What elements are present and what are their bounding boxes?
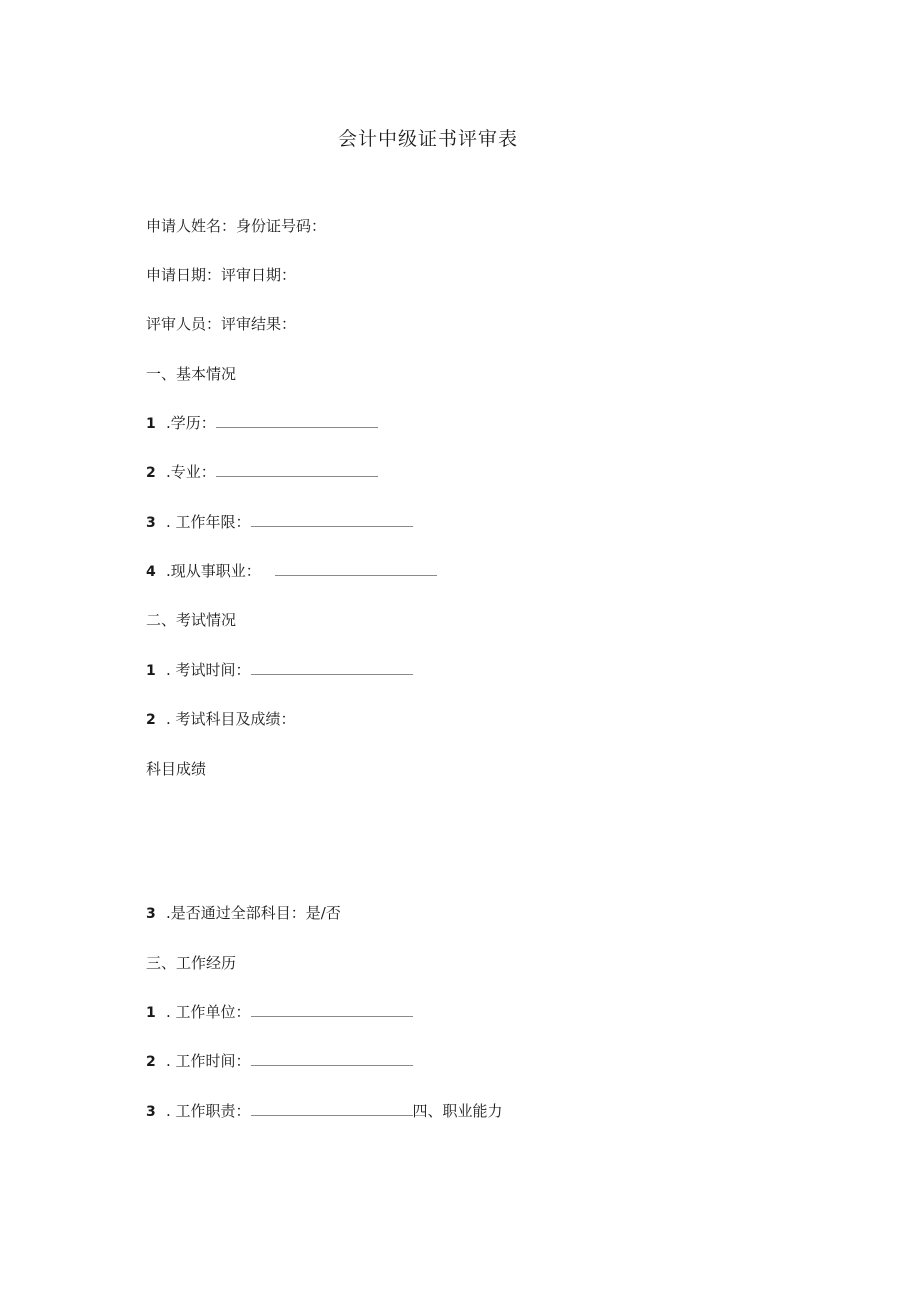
application-review-date-row: 申请日期：评审日期： xyxy=(146,266,297,284)
item-number: 4 xyxy=(146,564,156,580)
item-number: 2 xyxy=(146,465,156,481)
item-number: 1 xyxy=(146,416,156,432)
item-number: 2 xyxy=(146,1054,156,1070)
work-years-row xyxy=(146,512,413,533)
section-exam-heading: 二、考试情况 xyxy=(146,611,237,629)
job-duties-blank-line[interactable] xyxy=(251,1102,413,1116)
exam-subjects-label: . 考试科目及成绩： xyxy=(166,710,296,728)
current-occupation-blank-line[interactable] xyxy=(275,562,437,576)
reviewer-result-row: 评审人员：评审结果： xyxy=(146,315,297,333)
item-number: 3 xyxy=(146,906,156,922)
subject-score-header: 科目成绩 xyxy=(146,760,207,778)
item-number: 3 xyxy=(146,515,156,531)
employer-row xyxy=(146,1002,413,1023)
major-row xyxy=(146,462,378,483)
job-duties-row xyxy=(146,1101,503,1122)
work-period-label: . 工作时间： xyxy=(166,1052,251,1070)
work-years-blank-line[interactable] xyxy=(251,513,413,527)
current-occupation-row xyxy=(146,561,437,582)
education-row xyxy=(146,413,378,434)
education-blank-line[interactable] xyxy=(216,414,378,428)
exam-time-blank-line[interactable] xyxy=(251,661,413,675)
applicant-name-id-row: 申请人姓名：身份证号码： xyxy=(146,217,327,235)
work-years-label: . 工作年限： xyxy=(166,513,251,531)
section-basic-info-heading: 一、基本情况 xyxy=(146,365,237,383)
major-blank-line[interactable] xyxy=(216,463,378,477)
item-number: 3 xyxy=(146,1104,156,1120)
exam-subjects-row xyxy=(146,709,296,730)
item-number: 1 xyxy=(146,663,156,679)
education-label: .学历： xyxy=(166,414,216,432)
work-period-blank-line[interactable] xyxy=(251,1052,413,1066)
section-work-experience-heading: 三、工作经历 xyxy=(146,954,237,972)
document-title: 会计中级证书评审表 xyxy=(337,128,518,150)
work-period-row xyxy=(146,1051,413,1072)
item-number: 2 xyxy=(146,712,156,728)
current-occupation-label: .现从事职业： xyxy=(166,562,261,580)
major-label: .专业： xyxy=(166,463,216,481)
passed-all-label: .是否通过全部科目：是/否 xyxy=(166,904,341,922)
employer-label: . 工作单位： xyxy=(166,1003,251,1021)
exam-time-label: . 考试时间： xyxy=(166,661,251,679)
passed-all-row xyxy=(146,903,341,924)
job-duties-label: . 工作职责： xyxy=(166,1102,251,1120)
employer-blank-line[interactable] xyxy=(251,1003,413,1017)
section-professional-ability-heading: 四、职业能力 xyxy=(412,1102,503,1120)
exam-time-row xyxy=(146,660,413,681)
item-number: 1 xyxy=(146,1005,156,1021)
